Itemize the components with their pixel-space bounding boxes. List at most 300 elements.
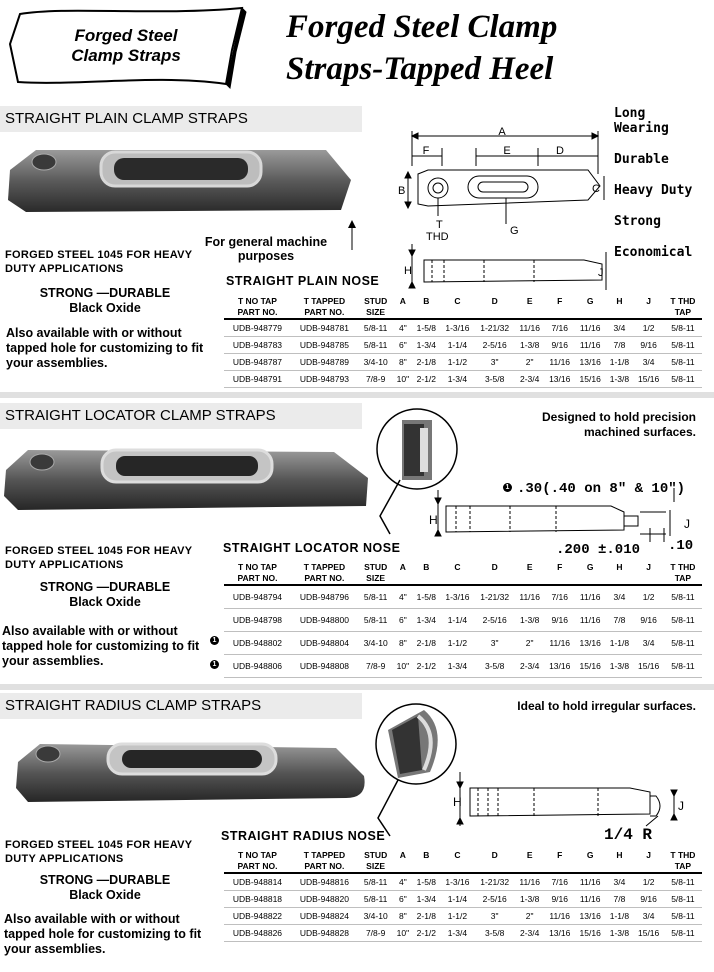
column-header-line-1: C [454, 562, 461, 572]
table-cell: 5/8-11 [664, 336, 702, 353]
table-cell: 1-3/4 [412, 890, 440, 907]
section-divider [0, 392, 714, 398]
table-cell: 3/4-10 [358, 907, 394, 924]
column-header-line-1: H [616, 850, 623, 860]
column-header-line-1: A [399, 562, 406, 572]
table-cell: 1-3/4 [440, 924, 474, 941]
locator-note [440, 410, 696, 440]
locator-dim-right: .10 [668, 538, 694, 554]
column-header-line-2: PART NO. [304, 573, 345, 583]
table-cell: 1-3/16 [440, 319, 474, 336]
column-header-line-1: T THD [670, 562, 696, 572]
column-header-line-2 [577, 573, 603, 584]
column-header [358, 296, 394, 319]
column-header [515, 850, 545, 873]
column-header-line-1: B [423, 296, 430, 306]
table-cell: 11/16 [544, 353, 574, 370]
column-header-line-2: TAP [674, 307, 692, 317]
plain-top-view-drawing [398, 126, 606, 241]
table-cell: 15/16 [633, 924, 663, 941]
table-cell: UDB-948816 [291, 873, 358, 890]
table-cell: 7/16 [544, 585, 574, 608]
table-cell: 5/8-11 [358, 873, 394, 890]
radius-strength [0, 873, 210, 903]
table-cell: 1-1/2 [440, 907, 474, 924]
table-cell: 5/8-11 [358, 585, 394, 608]
table-cell: 15/16 [575, 924, 605, 941]
column-header-line-2: PART NO. [237, 307, 278, 317]
table-cell: 2-5/16 [474, 608, 514, 631]
column-header-line-2 [395, 307, 410, 318]
table-row [224, 608, 702, 631]
column-header [291, 562, 358, 585]
banner-line-2: Clamp Straps [71, 46, 181, 65]
table-cell: 1-3/16 [440, 873, 474, 890]
column-header [393, 296, 412, 319]
plain-finish-line: Black Oxide [69, 301, 141, 315]
plain-nose-label: STRAIGHT PLAIN NOSE [226, 274, 380, 288]
column-header-line-1: D [491, 850, 498, 860]
column-header-line-1: H [616, 562, 623, 572]
table-cell: 5/8-11 [358, 890, 394, 907]
column-header-line-2 [607, 307, 631, 318]
column-header-line-2 [635, 861, 661, 872]
column-header-line-1: T NO TAP [237, 296, 277, 306]
column-header [575, 296, 605, 319]
table-cell: UDB-948818 [224, 890, 291, 907]
column-header-line-2 [476, 861, 512, 872]
table-cell: 13/16 [544, 654, 574, 677]
column-header-line-1: STUD [364, 850, 388, 860]
table-cell: 15/16 [575, 370, 605, 387]
dim-A: A [498, 126, 506, 138]
column-header-line-1: J [646, 850, 651, 860]
table-cell: 1-1/8 [605, 631, 633, 654]
column-header-line-1: G [586, 296, 594, 306]
plain-strength [0, 286, 210, 316]
brand-banner [6, 4, 250, 90]
table-cell: 5/8-11 [664, 631, 702, 654]
table-row [224, 890, 702, 907]
table-cell: 13/16 [544, 924, 574, 941]
locator-dim-J: J [684, 517, 690, 531]
table-cell: 9/16 [633, 890, 663, 907]
table-cell: UDB-948779 [224, 319, 291, 336]
table-cell: UDB-948808 [291, 654, 358, 677]
table-cell: UDB-948787 [224, 353, 291, 370]
table-row [224, 907, 702, 924]
column-header-line-1: STUD [364, 562, 388, 572]
column-header-line-2 [517, 861, 543, 872]
table-cell: 10" [393, 654, 412, 677]
table-header-row [224, 850, 702, 873]
table-row [224, 353, 702, 370]
plain-side-view-drawing [404, 242, 614, 292]
table-cell: 1-3/8 [515, 890, 545, 907]
table-cell: 5/8-11 [664, 370, 702, 387]
table-cell: 8" [393, 631, 412, 654]
table-cell: 15/16 [633, 654, 663, 677]
plain-material-text: FORGED STEEL 1045 FOR HEAVY DUTY APPLICATIONS [5, 249, 193, 275]
table-cell: 3" [474, 907, 514, 924]
table-cell: UDB-948804 [291, 631, 358, 654]
table-cell: 11/16 [575, 890, 605, 907]
table-cell: UDB-948820 [291, 890, 358, 907]
table-cell: 7/8 [605, 608, 633, 631]
column-header-line-1: F [557, 850, 563, 860]
table-cell: 1-21/32 [474, 585, 514, 608]
locator-clamp-strap-photo [4, 444, 372, 514]
plain-pointer-arrow [344, 220, 360, 250]
column-header-line-1: D [491, 562, 498, 572]
column-header-line-1: C [454, 296, 461, 306]
table-header-row [224, 562, 702, 585]
column-header-line-2 [577, 307, 603, 318]
table-cell: 3/4-10 [358, 631, 394, 654]
column-header-line-1: T NO TAP [237, 562, 277, 572]
column-header [291, 296, 358, 319]
table-cell: 13/16 [575, 631, 605, 654]
table-cell: 4" [393, 585, 412, 608]
table-cell: 5/8-11 [664, 353, 702, 370]
table-cell: 3/4 [605, 319, 633, 336]
column-header-line-2: PART NO. [237, 861, 278, 871]
table-row [224, 336, 702, 353]
table-cell: 3/4 [633, 631, 663, 654]
table-cell: 1-1/8 [605, 353, 633, 370]
column-header-line-2 [635, 573, 661, 584]
column-header [393, 562, 412, 585]
column-header-line-1: B [423, 562, 430, 572]
column-header-line-1: J [646, 296, 651, 306]
column-header-line-2 [546, 307, 572, 318]
table-cell: 11/16 [575, 608, 605, 631]
column-header [575, 850, 605, 873]
column-header-line-1: J [646, 562, 651, 572]
table-cell: UDB-948802 [224, 631, 291, 654]
table-cell: 2-1/2 [412, 370, 440, 387]
table-cell: 7/8-9 [358, 924, 394, 941]
column-header-line-2 [517, 307, 543, 318]
row-marker-8in: 1 [210, 636, 219, 645]
locator-finish-line: Black Oxide [69, 595, 141, 609]
column-header-line-2 [517, 573, 543, 584]
dim-G: G [510, 225, 519, 237]
table-cell: 5/8-11 [664, 907, 702, 924]
table-cell: 13/16 [575, 353, 605, 370]
table-cell: 1-5/8 [412, 873, 440, 890]
section-header-locator: STRAIGHT LOCATOR CLAMP STRAPS [0, 403, 362, 429]
column-header-line-2: SIZE [366, 573, 386, 583]
table-cell: 1-3/8 [605, 654, 633, 677]
column-header-line-2 [414, 861, 438, 872]
column-header-line-2 [395, 573, 410, 584]
table-cell: UDB-948793 [291, 370, 358, 387]
table-cell: 1-3/4 [440, 370, 474, 387]
column-header [664, 296, 702, 319]
table-cell: 9/16 [633, 608, 663, 631]
locator-availability-text: Also available with or without tapped hole for customizing to fit your assemblies. [2, 624, 200, 668]
table-cell: 8" [393, 353, 412, 370]
table-cell: 8" [393, 907, 412, 924]
table-cell: 1/2 [633, 319, 663, 336]
radius-nose-label: STRAIGHT RADIUS NOSE [221, 829, 386, 843]
column-header-line-1: T TAPPED [303, 296, 346, 306]
locator-strength [0, 580, 210, 610]
column-header [440, 296, 474, 319]
plain-purpose-text [196, 235, 336, 263]
table-cell: 9/16 [544, 608, 574, 631]
column-header-line-1: B [423, 850, 430, 860]
table-row [224, 873, 702, 890]
dim-THD: THD [426, 231, 449, 241]
column-header [440, 850, 474, 873]
column-header [575, 562, 605, 585]
column-header-line-1: G [586, 850, 594, 860]
column-header [633, 296, 663, 319]
table-cell: 1-1/4 [440, 608, 474, 631]
table-cell: UDB-948794 [224, 585, 291, 608]
column-header [633, 850, 663, 873]
table-cell: 1-3/4 [412, 336, 440, 353]
column-header [605, 296, 633, 319]
column-header [224, 296, 291, 319]
table-cell: 11/16 [515, 585, 545, 608]
table-cell: 13/16 [575, 907, 605, 924]
table-cell: 15/16 [575, 654, 605, 677]
table-cell: 1/2 [633, 585, 663, 608]
column-header-line-2 [414, 573, 438, 584]
radius-finish-line: Black Oxide [69, 888, 141, 902]
column-header-line-2 [546, 573, 572, 584]
table-cell: 5/8-11 [664, 608, 702, 631]
locator-dim-top: .30(.40 on 8" & 10") [517, 481, 686, 497]
column-header-line-2: SIZE [366, 307, 386, 317]
table-cell: 7/8 [605, 336, 633, 353]
table-cell: UDB-948814 [224, 873, 291, 890]
table-cell: 1-21/32 [474, 873, 514, 890]
table-cell: 7/8-9 [358, 370, 394, 387]
table-cell: 5/8-11 [664, 585, 702, 608]
column-header [412, 562, 440, 585]
table-cell: 6" [393, 336, 412, 353]
table-row [224, 585, 702, 608]
column-header-line-1: G [586, 562, 594, 572]
locator-nose-label: STRAIGHT LOCATOR NOSE [223, 541, 401, 555]
table-cell: UDB-948789 [291, 353, 358, 370]
table-cell: 3-5/8 [474, 654, 514, 677]
table-cell: 11/16 [575, 336, 605, 353]
table-cell: 1-1/2 [440, 353, 474, 370]
column-header [412, 850, 440, 873]
table-cell: 1-1/4 [440, 336, 474, 353]
column-header-line-1: E [526, 562, 533, 572]
page-title-line-2: Straps-Tapped Heel [286, 51, 554, 87]
table-cell: 3" [474, 353, 514, 370]
table-cell: 7/8 [605, 890, 633, 907]
table-cell: 9/16 [544, 336, 574, 353]
column-header [515, 562, 545, 585]
table-cell: 1-5/8 [412, 319, 440, 336]
table-cell: 5/8-11 [664, 873, 702, 890]
column-header-line-2: SIZE [366, 861, 386, 871]
table-cell: 11/16 [515, 319, 545, 336]
table-cell: UDB-948796 [291, 585, 358, 608]
table-cell: 7/16 [544, 319, 574, 336]
column-header [605, 850, 633, 873]
column-header-line-2: TAP [674, 861, 692, 871]
table-cell: 5/8-11 [664, 890, 702, 907]
feature-wearing: Wearing [614, 121, 669, 136]
column-header-line-2: TAP [674, 573, 692, 583]
table-cell: UDB-948800 [291, 608, 358, 631]
column-header [393, 850, 412, 873]
table-cell: 11/16 [575, 319, 605, 336]
table-cell: 5/8-11 [358, 336, 394, 353]
column-header-line-1: STUD [364, 296, 388, 306]
table-cell: 1-3/8 [515, 608, 545, 631]
column-header [544, 562, 574, 585]
table-cell: 3/4 [605, 873, 633, 890]
radius-dim-J: J [678, 799, 684, 813]
table-cell: 1-3/8 [605, 924, 633, 941]
column-header-line-1: T THD [670, 850, 696, 860]
column-header [474, 296, 514, 319]
table-cell: 10" [393, 924, 412, 941]
radius-clamp-strap-photo [16, 740, 368, 804]
locator-spec-table [224, 562, 702, 678]
table-cell: 5/8-11 [664, 319, 702, 336]
feature-long: Long [614, 106, 646, 121]
table-cell: 2-1/2 [412, 654, 440, 677]
table-cell: 11/16 [544, 631, 574, 654]
dim-H: H [404, 265, 412, 277]
column-header-line-1: E [526, 296, 533, 306]
radius-nose-detail [368, 700, 458, 840]
column-header [474, 562, 514, 585]
locator-note-marker: 1 [503, 483, 512, 492]
column-header-line-1: F [557, 296, 563, 306]
table-cell: UDB-948781 [291, 319, 358, 336]
table-cell: 7/16 [544, 873, 574, 890]
column-header-line-1: T NO TAP [237, 850, 277, 860]
table-cell: 1-5/8 [412, 585, 440, 608]
table-cell: 2" [515, 907, 545, 924]
column-header-line-1: F [557, 562, 563, 572]
plain-clamp-strap-photo [6, 140, 356, 216]
radius-strength-line: STRONG —DURABLE [39, 873, 171, 887]
plain-spec-table [224, 296, 702, 388]
table-cell: 6" [393, 890, 412, 907]
column-header-line-2 [442, 573, 472, 584]
column-header-line-2: PART NO. [304, 861, 345, 871]
table-cell: 5/8-11 [664, 654, 702, 677]
column-header-line-1: T TAPPED [303, 850, 346, 860]
table-cell: 1-1/4 [440, 890, 474, 907]
column-header-line-2 [476, 573, 512, 584]
table-cell: 9/16 [633, 336, 663, 353]
table-cell: 1/2 [633, 873, 663, 890]
dim-B: B [398, 185, 406, 197]
radius-side-view-drawing [450, 770, 700, 840]
column-header [544, 296, 574, 319]
radius-dim-H: H [453, 795, 462, 809]
table-cell: UDB-948824 [291, 907, 358, 924]
radius-note: Ideal to hold irregular surfaces. [517, 699, 696, 713]
table-cell: 11/16 [544, 907, 574, 924]
table-cell: 1-3/16 [440, 585, 474, 608]
table-cell: 3/4 [605, 585, 633, 608]
column-header [224, 850, 291, 873]
table-cell: 3/4 [633, 907, 663, 924]
table-cell: 2-1/8 [412, 631, 440, 654]
table-row [224, 654, 702, 677]
column-header [544, 850, 574, 873]
dim-T: T [436, 219, 443, 231]
radius-availability-text: Also available with or without tapped hole for customizing to fit your assemblies. [4, 912, 202, 956]
table-cell: 2-1/8 [412, 353, 440, 370]
table-cell: 2-1/8 [412, 907, 440, 924]
table-cell: 15/16 [633, 370, 663, 387]
column-header-line-2 [607, 573, 631, 584]
column-header [224, 562, 291, 585]
feature-economical: Economical [614, 245, 693, 260]
section-header-plain: STRAIGHT PLAIN CLAMP STRAPS [0, 106, 362, 132]
plain-purpose-line-1: For general machine [204, 235, 328, 249]
feature-list [614, 106, 692, 260]
table-cell: 3-5/8 [474, 370, 514, 387]
table-cell: UDB-948798 [224, 608, 291, 631]
banner-text [36, 26, 216, 66]
table-cell: 5/8-11 [358, 319, 394, 336]
feature-heavy-duty: Heavy Duty [614, 183, 693, 198]
table-cell: 11/16 [515, 873, 545, 890]
column-header-line-1: T TAPPED [303, 562, 346, 572]
table-cell: UDB-948826 [224, 924, 291, 941]
page-title [286, 6, 557, 90]
locator-note-line-2: machined surfaces. [583, 425, 696, 439]
table-row [224, 631, 702, 654]
column-header-line-1: A [399, 296, 406, 306]
table-cell: 1-21/32 [474, 319, 514, 336]
table-cell: 2-3/4 [515, 924, 545, 941]
table-cell: 1-3/4 [412, 608, 440, 631]
table-cell: 5/8-11 [664, 924, 702, 941]
plain-purpose-line-2: purposes [237, 249, 295, 263]
radius-spec-table [224, 850, 702, 942]
table-cell: UDB-948783 [224, 336, 291, 353]
table-cell: UDB-948822 [224, 907, 291, 924]
table-cell: 2-5/16 [474, 336, 514, 353]
column-header-line-2 [395, 861, 410, 872]
column-header [358, 562, 394, 585]
section-header-radius: STRAIGHT RADIUS CLAMP STRAPS [0, 693, 362, 719]
table-row [224, 319, 702, 336]
table-cell: 4" [393, 873, 412, 890]
table-cell: 2-1/2 [412, 924, 440, 941]
table-cell: 3/4-10 [358, 353, 394, 370]
column-header-line-2: PART NO. [237, 573, 278, 583]
column-header-line-2 [546, 861, 572, 872]
table-cell: 3/4 [633, 353, 663, 370]
column-header [440, 562, 474, 585]
feature-strong: Strong [614, 214, 661, 229]
table-cell: 6" [393, 608, 412, 631]
feature-durable: Durable [614, 152, 669, 167]
table-cell: 2" [515, 631, 545, 654]
column-header [358, 850, 394, 873]
column-header-line-2: PART NO. [304, 307, 345, 317]
